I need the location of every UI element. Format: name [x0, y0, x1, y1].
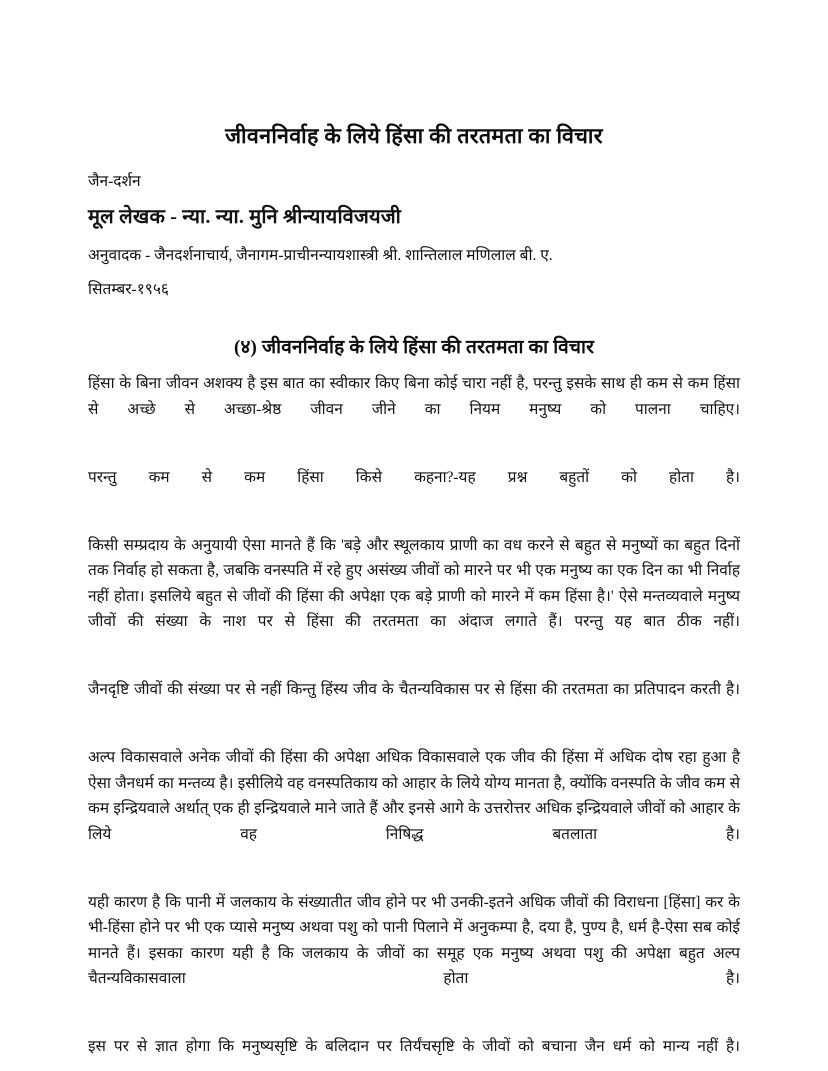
paragraph: अल्प विकासवाले अनेक जीवों की हिंसा की अपेक्षा अधिक विकासवाले एक जीव की हिंसा में अधिक दोष रहा हुआ है ऐसा जैनधर्म का मन्तव्य है। इसीलिये वह वनस्पतिकाय को आहार के लिये योग्य मानता है, क्योंकि वनस्पति के जीव कम से कम इन्द्रियवाले अर्थात् एक ही इन्द्रियवाले माने जाते हैं और इनसे आगे के उत्तरोत्तर अधिक इन्द्रियवाले जीवों को आहार के लिये वह निषिद्ध बतलाता है। — [88, 749, 740, 843]
paragraph: जैनदृष्टि जीवों की संख्या पर से नहीं किन्तु हिंस्य जीव के चैतन्यविकास पर से हिंसा की तरतमता का प्रतिपादन करती है। — [88, 681, 740, 698]
paragraph: किसी सम्प्रदाय के अनुयायी ऐसा मानते हैं कि 'बड़े और स्थूलकाय प्राणी का वध करने से बहुत से मनुष्यों का बहुत दिनों तक निर्वाह हो सकता है, जबकि वनस्पति में रहे हुए असंख्य जीवों को मारने पर भी एक मनुष्य का एक दिन का भी निर्वाह नहीं होता। इसलिये बहुत से जीवों की हिंसा की अपेक्षा एक बड़े प्राणी को मारने में कम हिंसा है।' ऐसे मन्तव्यवाले मनुष्य जीवों की संख्या के नाश पर से हिंसा की तरतमता का अंदाज लगाते हैं। परन्तु यह बात ठीक नहीं। — [88, 536, 740, 630]
page-title: जीवननिर्वाह के लिये हिंसा की तरतमता का विचार — [225, 124, 603, 148]
paragraph: इस पर से ज्ञात होगा कि मनुष्यसृष्टि के बलिदान पर तिर्यंचसृष्टि के जीवों को बचाना जैन धर्म को मान्य नहीं है। — [88, 1038, 740, 1055]
paragraph: हिंसा के बिना जीवन अशक्य है इस बात का स्वीकार किए बिना कोई चारा नहीं है, परन्तु इसके साथ ही कम से कम हिंसा से अच्छे से अच्छा-श्रेष्ठ जीवन जीने का नियम मनुष्य को पालना चाहिए। — [88, 375, 740, 418]
paragraph: परन्तु कम से कम हिंसा किसे कहना?-यह प्रश्न बहुतों को होता है। — [88, 468, 740, 486]
document-author: मूल लेखक - न्या. न्या. मुनि श्रीन्यायविजयजी — [88, 206, 402, 228]
document-body — [88, 371, 740, 1071]
section-heading: (४) जीवननिर्वाह के लिये हिंसा की तरतमता का विचार — [233, 337, 595, 358]
document-subject: जैन-दर्शन — [88, 173, 141, 190]
document-date: सितम्बर-१९५६ — [88, 281, 169, 298]
document-translator: अनुवादक - जैनदर्शनाचार्य, जैनागम-प्राचीनन्यायशास्त्री श्री. शान्तिलाल मणिलाल बी. ए. — [88, 247, 553, 264]
paragraph: यही कारण है कि पानी में जलकाय के संख्यातीत जीव होने पर भी उनकी-इतने अधिक जीवों की विराधना [हिंसा] कर के भी-हिंसा होने पर भी एक प्यासे मनुष्य अथवा पशु को पानी पिलाने में अनुकम्पा है, दया है, पुण्य है, धर्म है-ऐसा सब कोई मानते हैं। इसका कारण यही है कि जलकाय के जीवों का समूह एक मनुष्य अथवा पशु की अपेक्षा बहुत अल्प चैतन्यविकासवाला होता है। — [88, 893, 740, 987]
